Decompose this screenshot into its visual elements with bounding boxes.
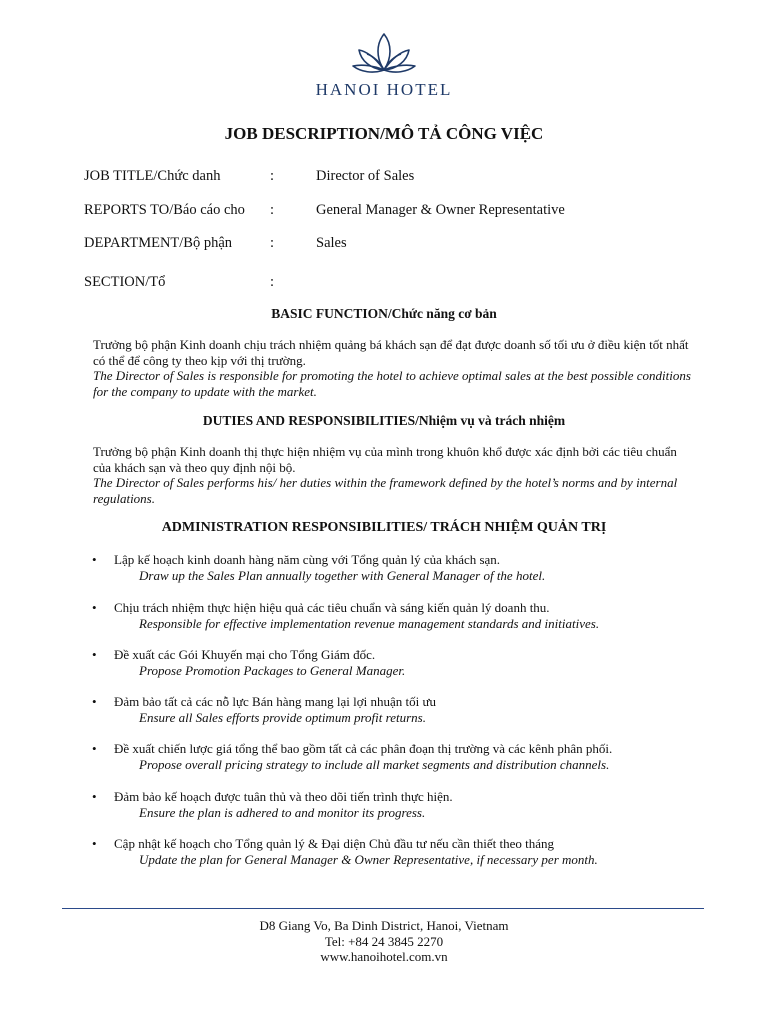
list-item-vn: Đề xuất các Gói Khuyến mại cho Tổng Giám đốc. [114,647,376,662]
list-item [92,741,712,773]
list-item-vn: Cập nhật kế hoạch cho Tổng quản lý & Đại diện Chủ đầu tư nếu cần thiết theo tháng [114,836,555,851]
bullet-icon: • [92,789,97,804]
footer [0,918,768,965]
field-job-title [84,168,414,185]
list-item-en: Propose overall pricing strategy to include all market segments and distribution channels. [139,757,610,772]
footer-address: D8 Giang Vo, Ba Dinh District, Hanoi, Vietnam [259,918,509,933]
administration-heading: ADMINISTRATION RESPONSIBILITIES/ TRÁCH NHIỆM QUẢN TRỊ [161,520,607,535]
footer-website[interactable]: www.hanoihotel.com.vn [320,949,448,964]
list-item-vn: Đảm bảo tất cả các nỗ lực Bán hàng mang lại lợi nhuận tối ưu [114,694,437,709]
hotel-brand-name: HANOI HOTEL [315,80,453,99]
bullet-icon: • [92,647,97,662]
field-value: General Manager & Owner Representative [316,202,565,218]
list-item-en: Draw up the Sales Plan annually together with General Manager of the hotel. [139,568,546,583]
duties-en: The Director of Sales performs his/ her duties within the framework defined by the hotel’s norms and by internal regulations. [93,475,678,506]
duties-text [93,444,693,506]
basic-function-text [93,337,693,399]
bullet-icon: • [92,600,97,615]
field-label: SECTION/Tổ [84,274,166,290]
list-item-vn: Đảm bảo kế hoạch được tuân thủ và theo dõi tiến trình thực hiện. [114,789,453,804]
list-item-en: Ensure all Sales efforts provide optimum profit returns. [139,710,426,725]
list-item-en: Ensure the plan is adhered to and monitor its progress. [139,805,426,820]
field-label: JOB TITLE/Chức danh [84,168,221,184]
lotus-icon [351,30,417,80]
list-item-en: Update the plan for General Manager & Owner Representative, if necessary per month. [139,852,598,867]
list-item [92,552,712,584]
field-colon: : [270,274,275,290]
document-title: JOB DESCRIPTION/MÔ TẢ CÔNG VIỆC [224,124,544,143]
field-reports-to [84,202,565,219]
list-item-en: Propose Promotion Packages to General Manager. [139,663,406,678]
hotel-logo [0,30,768,100]
field-label: REPORTS TO/Báo cáo cho [84,202,245,218]
field-value: Sales [316,235,347,251]
bullet-icon: • [92,694,97,709]
list-item-vn: Lập kế hoạch kinh doanh hàng năm cùng với Tổng quản lý của khách sạn. [114,552,501,567]
field-section [84,274,316,291]
field-label: DEPARTMENT/Bộ phận [84,235,233,251]
bullet-icon: • [92,552,97,567]
basic-function-vn: Trưởng bộ phận Kinh doanh chịu trách nhiệm quảng bá khách sạn để đạt được doanh số tối ưu ở điều kiện tốt nhất có thể để công ty theo kịp với thị trường. [93,337,689,368]
list-item [92,694,712,726]
field-colon: : [270,235,275,251]
list-item [92,789,712,821]
footer-divider [62,908,704,909]
field-department [84,235,347,252]
list-item-en: Responsible for effective implementation revenue management standards and initiatives. [139,616,600,631]
duties-heading: DUTIES AND RESPONSIBILITIES/Nhiệm vụ và trách nhiệm [202,413,566,428]
field-value: Director of Sales [316,168,415,184]
list-item [92,647,712,679]
list-item [92,836,712,868]
bullet-icon: • [92,836,97,851]
basic-function-heading: BASIC FUNCTION/Chức năng cơ bản [271,306,497,321]
bullet-icon: • [92,741,97,756]
duties-vn: Trưởng bộ phận Kinh doanh thị thực hiện nhiệm vụ của mình trong khuôn khổ được xác định bởi các tiêu chuẩn của khách sạn và theo quy định nội bộ. [93,444,677,475]
list-item-vn: Chịu trách nhiệm thực hiện hiệu quả các tiêu chuẩn và sáng kiến quản lý doanh thu. [114,600,550,615]
footer-tel: Tel: +84 24 3845 2270 [324,933,444,949]
field-colon: : [270,202,275,218]
list-item [92,600,712,632]
field-colon: : [270,168,275,184]
list-item-vn: Đề xuất chiến lược giá tổng thể bao gồm tất cả các phân đoạn thị trường và các kênh phân phối. [114,741,613,756]
basic-function-en: The Director of Sales is responsible for promoting the hotel to achieve optimal sales at the best possible conditions for the company to update with the market. [93,368,691,399]
